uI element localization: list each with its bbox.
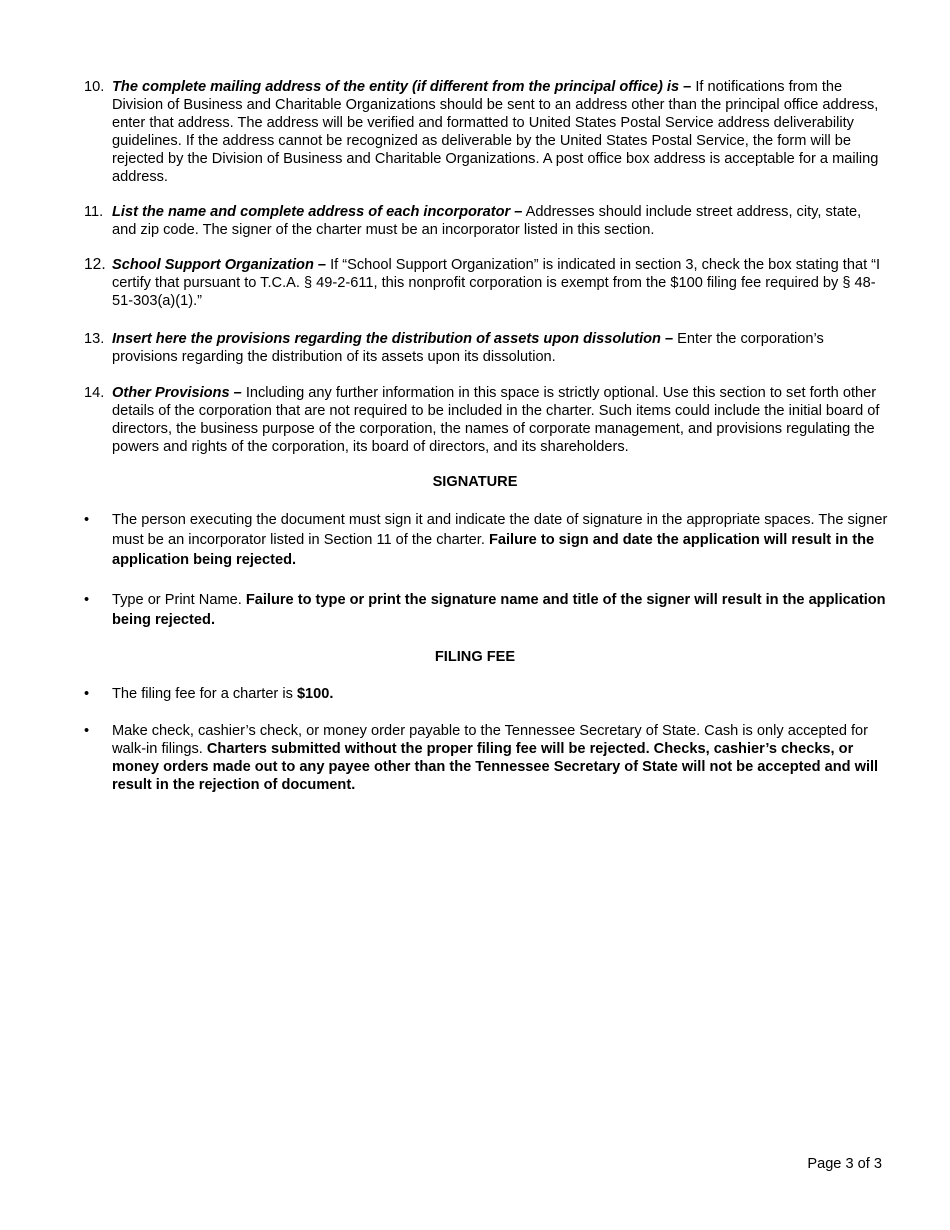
signature-bullet-1 bbox=[84, 510, 889, 570]
bullet-text: Type or Print Name. Failure to type or print the signature name and title of the signer will result in the application being rejected. bbox=[112, 592, 886, 628]
item-number: 12. bbox=[84, 256, 106, 273]
bullet-text: The person executing the document must sign it and indicate the date of signature in the appropriate spaces. The signer must be an incorporator listed in Section 11 of the charter. Failure to sign and date the application will result in the application being rejected. bbox=[112, 512, 888, 568]
item-body bbox=[112, 256, 889, 310]
instruction-item-12 bbox=[84, 256, 889, 310]
bullet-text: The filing fee for a charter is $100. bbox=[112, 686, 334, 702]
item-body bbox=[112, 78, 889, 186]
item-label: The complete mailing address of the entity (if different from the principal office) is – bbox=[112, 79, 692, 95]
item-number: 11. bbox=[84, 204, 104, 220]
bullet-text: Make check, cashier’s check, or money order payable to the Tennessee Secretary of State. Cash is only accepted for walk-in filings. Charters submitted without the proper filing fee will be rejected. Checks, cashier’s checks, or money orders made out to any payee other than the Tennessee Secretary of State will not be accepted and will result in the rejection of document. bbox=[112, 723, 879, 793]
item-number: 13. bbox=[84, 331, 105, 347]
page-number: Page 3 of 3 bbox=[807, 1156, 882, 1172]
filing-fee-bullet-2 bbox=[84, 722, 889, 794]
signature-bullet-2 bbox=[84, 590, 889, 630]
item-label: Other Provisions – bbox=[112, 385, 242, 401]
bullet-icon: • bbox=[84, 686, 90, 702]
filing-fee-bullet-1 bbox=[84, 685, 889, 703]
bullet-icon: • bbox=[84, 512, 90, 528]
instruction-item-14 bbox=[84, 384, 889, 456]
bullet-icon: • bbox=[84, 723, 90, 739]
item-label: Insert here the provisions regarding the distribution of assets upon dissolution – bbox=[112, 331, 674, 347]
item-number: 10. bbox=[84, 79, 105, 95]
item-text: Including any further information in this space is strictly optional. Use this section to set forth other details of the corporation that are not required to be included in the charter. Such items could include the initial board of directors, the business purpose of the corporation, the names of corporate management, and provisions regulating the powers and rights of the corporation, its board of directors, and its shareholders. bbox=[112, 385, 880, 455]
item-text: If notifications from the Division of Business and Charitable Organizations should be sent to an address other than the principal office address, enter that address. The address will be verified and formatted to United States Postal Service address deliverability guidelines. If the address cannot be recognized as deliverable by the United States Postal Service, the form will be rejected by the Division of Business and Charitable Organizations. A post office box address is acceptable for a mailing address. bbox=[112, 79, 879, 185]
instruction-item-11 bbox=[84, 203, 889, 239]
instruction-item-10 bbox=[84, 78, 889, 186]
instruction-item-13 bbox=[84, 330, 889, 366]
item-text: Addresses should include street address, city, state, and zip code. The signer of the charter must be an incorporator listed in this section. bbox=[112, 204, 862, 238]
item-body bbox=[112, 330, 889, 366]
signature-heading: SIGNATURE bbox=[432, 474, 518, 490]
item-text: Enter the corporation’s provisions regarding the distribution of its assets upon its dissolution. bbox=[112, 331, 824, 365]
item-text: If “School Support Organization” is indicated in section 3, check the box stating that “I certify that pursuant to T.C.A. § 49-2-611, this nonprofit corporation is exempt from the $100 filing fee required by § 48-51-303(a)(1).” bbox=[112, 257, 881, 309]
bullet-icon: • bbox=[84, 592, 90, 608]
item-label: List the name and complete address of each incorporator – bbox=[112, 204, 523, 220]
item-label: School Support Organization – bbox=[112, 257, 327, 273]
item-number: 14. bbox=[84, 385, 105, 401]
filing-fee-heading: FILING FEE bbox=[434, 649, 516, 665]
item-body bbox=[112, 384, 889, 456]
item-body bbox=[112, 203, 889, 239]
